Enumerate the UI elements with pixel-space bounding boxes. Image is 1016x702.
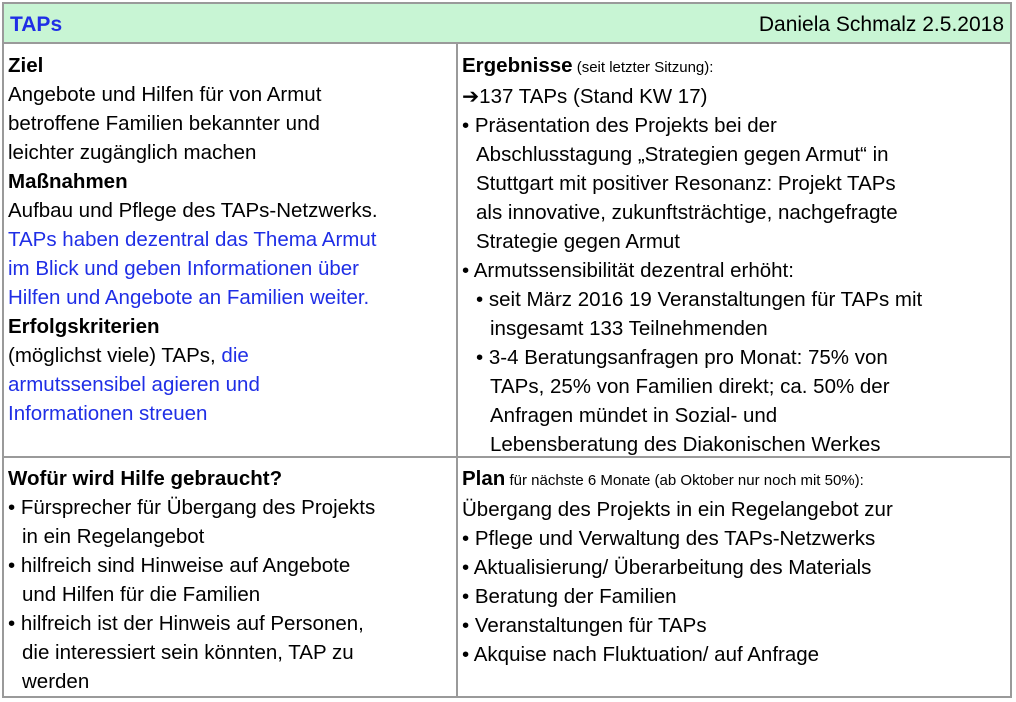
tap-report-sheet: [2, 2, 1012, 698]
bullet-line: • hilfreich ist der Hinweis auf Personen,: [8, 612, 364, 635]
ziel-line: betroffene Familien bekannter und: [8, 112, 320, 135]
ergebnisse-count-line: ➔137 TAPs (Stand KW 17): [462, 85, 708, 108]
author-date: Daniela Schmalz 2.5.2018: [758, 13, 1004, 36]
bullet-cont: Strategie gegen Armut: [476, 230, 680, 253]
bullet-cont: Stuttgart mit positiver Resonanz: Projekt TAPs: [476, 172, 896, 195]
bullet-line: • Armutssensibilität dezentral erhöht:: [462, 259, 794, 282]
page-title: TAPs: [10, 13, 63, 36]
results-cell: [462, 51, 1008, 459]
bullet-line: • Fürsprecher für Übergang des Projekts: [8, 496, 376, 519]
ergebnisse-sub: (seit letzter Sitzung):: [572, 59, 714, 76]
erfolg-blue-line: armutssensibel agieren und: [8, 373, 260, 396]
sub-bullet-line: • seit März 2016 19 Veranstaltungen für TAPs mit: [476, 288, 923, 311]
sub-bullet-cont: Anfragen mündet in Sozial- und: [490, 404, 778, 427]
plan-item: • Veranstaltungen für TAPs: [462, 614, 707, 637]
bullet-cont: Abschlusstagung „Strategien gegen Armut“ in: [476, 143, 889, 166]
bullet-cont: die interessiert sein könnten, TAP zu: [22, 641, 354, 664]
hilfe-heading: Wofür wird Hilfe gebraucht?: [8, 467, 283, 490]
ziel-line: leichter zugänglich machen: [8, 141, 257, 164]
plan-item: • Pflege und Verwaltung des TAPs-Netzwerks: [462, 527, 876, 550]
plan-cell: [462, 464, 1008, 669]
sub-bullet-cont: Lebensberatung des Diakonischen Werkes: [490, 433, 881, 456]
massnahmen-blue-line: Hilfen und Angebote an Familien weiter.: [8, 286, 370, 309]
plan-heading-line: [462, 464, 1008, 495]
erfolg-heading: Erfolgskriterien: [8, 315, 160, 338]
sub-bullet-line: • 3-4 Beratungsanfragen pro Monat: 75% von: [476, 346, 888, 369]
bullet-cont: in ein Regelangebot: [22, 525, 205, 548]
column-divider: [456, 44, 458, 696]
ziel-line: Angebote und Hilfen für von Armut: [8, 83, 322, 106]
bullet-cont: werden: [22, 670, 90, 693]
bullet-line: • hilfreich sind Hinweise auf Angebote: [8, 554, 351, 577]
ziel-heading: Ziel: [8, 54, 44, 77]
plan-item: • Akquise nach Fluktuation/ auf Anfrage: [462, 643, 820, 666]
massnahmen-line: Aufbau und Pflege des TAPs-Netzwerks.: [8, 199, 378, 222]
plan-item: • Aktualisierung/ Überarbeitung des Materials: [462, 556, 872, 579]
plan-heading: Plan: [462, 467, 506, 490]
bullet-cont: und Hilfen für die Familien: [22, 583, 261, 606]
erfolg-black-text: (möglichst viele) TAPs,: [8, 344, 222, 367]
plan-intro: Übergang des Projekts in ein Regelangebot zur: [462, 498, 893, 521]
ergebnisse-heading-line: [462, 51, 1008, 82]
plan-item: • Beratung der Familien: [462, 585, 677, 608]
bullet-cont: als innovative, zukunftsträchtige, nachgefragte: [476, 201, 898, 224]
massnahmen-blue-line: TAPs haben dezentral das Thema Armut: [8, 228, 377, 251]
erfolg-line: [8, 341, 454, 370]
plan-sub: für nächste 6 Monate (ab Oktober nur noch mit 50%):: [505, 472, 864, 489]
header-bar: [4, 4, 1010, 44]
bullet-line: • Präsentation des Projekts bei der: [462, 114, 777, 137]
erfolg-blue-line: Informationen streuen: [8, 402, 208, 425]
sub-bullet-cont: TAPs, 25% von Familien direkt; ca. 50% der: [490, 375, 890, 398]
erfolg-blue-text: die: [221, 344, 249, 367]
goals-cell: [8, 51, 454, 428]
ergebnisse-heading: Ergebnisse: [462, 54, 573, 77]
sub-bullet-cont: insgesamt 133 Teilnehmenden: [490, 317, 768, 340]
massnahmen-blue-line: im Blick und geben Informationen über: [8, 257, 359, 280]
massnahmen-heading: Maßnahmen: [8, 170, 128, 193]
help-cell: [8, 464, 454, 696]
